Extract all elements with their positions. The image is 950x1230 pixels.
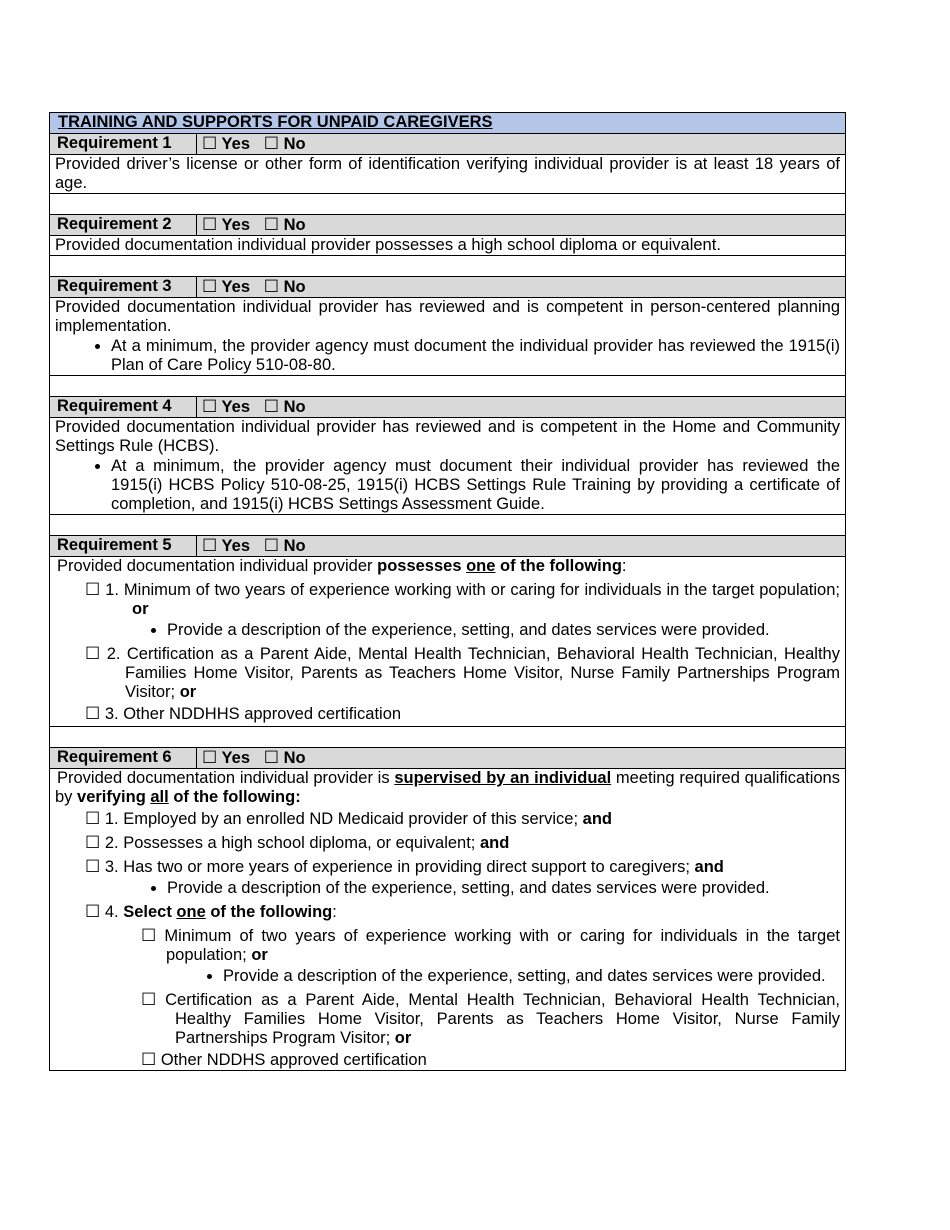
- sub-option-1-bullet: • Provide a description of the experience, setting, and dates services were provided.: [223, 967, 840, 986]
- yes-label: Yes: [221, 278, 250, 296]
- requirement-6-intro: [55, 769, 840, 807]
- no-label: No: [283, 749, 306, 767]
- yes-no-options: [197, 397, 846, 418]
- intro-underlined: all: [150, 788, 169, 806]
- intro-text: :: [621, 557, 627, 575]
- intro-bold: of the following: [495, 557, 622, 575]
- option-2-text: 2. Certification as a Parent Aide, Mental Health Technician, Behavioral Health Technician, Healthy Families Home Visitor, Parents as Teachers Home Visitor, Nurse Family Partnerships Program Visitor;: [106, 645, 840, 701]
- requirement-2-text: Provided documentation individual provider possesses a high school diploma or equivalent.: [50, 236, 846, 256]
- intro-text: Provided documentation individual provider is: [57, 769, 395, 787]
- no-checkbox[interactable]: ☐: [263, 748, 280, 767]
- option-3-text: 3. Other NDDHHS approved certification: [104, 705, 402, 723]
- item-2: [85, 833, 840, 853]
- sub-option-2-text: Certification as a Parent Aide, Mental Health Technician, Behavioral Health Technician, Healthy Families Home Visitor, Parents as Teachers Home Visitor, Nurse Family Partnerships Program Visitor;: [165, 991, 840, 1047]
- item-2-and: and: [479, 834, 510, 852]
- requirement-4-text: Provided documentation individual provider has reviewed and is competent in the Home and Community Settings Rule (HCBS).: [55, 418, 840, 455]
- intro-bold-underlined: supervised by an individual: [394, 769, 612, 787]
- requirement-5-intro: [55, 557, 840, 576]
- option-1-bullet: • Provide a description of the experience, setting, and dates services were provided.: [167, 621, 840, 640]
- no-label: No: [283, 537, 306, 555]
- item-2-text: 2. Possesses a high school diploma, or equivalent;: [104, 834, 480, 852]
- item-4-bold: Select: [123, 903, 177, 921]
- option-1-checkbox[interactable]: ☐: [85, 580, 101, 599]
- intro-underlined: one: [466, 557, 496, 575]
- item-1-checkbox[interactable]: ☐: [85, 809, 101, 828]
- sub-option-1-checkbox[interactable]: ☐: [141, 926, 157, 945]
- sub-option-3-checkbox[interactable]: ☐: [141, 1050, 157, 1069]
- option-2: [85, 644, 840, 702]
- sub-option-3-text: Other NDDHS approved certification: [160, 1051, 427, 1069]
- sub-option-1-or: or: [251, 946, 268, 964]
- item-2-checkbox[interactable]: ☐: [85, 833, 101, 852]
- yes-label: Yes: [221, 135, 250, 153]
- requirement-1-header: [50, 134, 846, 155]
- yes-no-options: [197, 536, 846, 557]
- requirement-4-header: [50, 397, 846, 418]
- requirement-6-body: [50, 769, 846, 1071]
- requirement-label: Requirement 3: [50, 277, 197, 298]
- table-title: TRAINING AND SUPPORTS FOR UNPAID CAREGIVERS: [50, 113, 846, 134]
- yes-checkbox[interactable]: ☐: [202, 134, 218, 153]
- item-3-text: 3. Has two or more years of experience in providing direct support to caregivers;: [104, 858, 695, 876]
- item-4-bold: of the following: [205, 903, 333, 921]
- requirement-label: Requirement 1: [50, 134, 197, 155]
- requirement-label: Requirement 5: [50, 536, 197, 557]
- no-label: No: [283, 278, 306, 296]
- sub-option-1: [141, 926, 840, 965]
- yes-no-options: [197, 134, 846, 155]
- yes-checkbox[interactable]: ☐: [202, 277, 218, 296]
- sub-option-3: [141, 1050, 840, 1070]
- yes-label: Yes: [221, 749, 250, 767]
- sub-option-2-checkbox[interactable]: ☐: [141, 990, 157, 1009]
- requirement-5-body: [50, 557, 846, 727]
- requirement-5-header: [50, 536, 846, 557]
- yes-no-options: [197, 748, 846, 769]
- option-3: [85, 704, 840, 724]
- requirement-label: Requirement 4: [50, 397, 197, 418]
- yes-checkbox[interactable]: ☐: [202, 536, 218, 555]
- yes-label: Yes: [221, 216, 250, 234]
- requirement-3-header: [50, 277, 846, 298]
- no-checkbox[interactable]: ☐: [263, 277, 280, 296]
- no-checkbox[interactable]: ☐: [263, 215, 280, 234]
- spacer-row: [50, 256, 846, 277]
- requirement-2-header: [50, 215, 846, 236]
- yes-label: Yes: [221, 398, 250, 416]
- sub-option-1-text: Minimum of two years of experience working with or caring for individuals in the target population;: [164, 927, 840, 964]
- intro-bold: of the following:: [168, 788, 301, 806]
- option-1-or: or: [132, 600, 149, 618]
- yes-checkbox[interactable]: ☐: [202, 748, 218, 767]
- sub-option-2-or: or: [394, 1029, 412, 1047]
- requirements-table: [49, 112, 846, 1071]
- item-4-number: 4.: [104, 903, 124, 921]
- option-2-checkbox[interactable]: ☐: [85, 644, 101, 663]
- requirement-3-bullet: • At a minimum, the provider agency must document the individual provider has reviewed the 1915(i) Plan of Care Policy 510-08-80.: [111, 337, 840, 375]
- requirement-3-text: Provided documentation individual provider has reviewed and is competent in person-centered planning implementation.: [55, 298, 840, 335]
- spacer-row: [50, 376, 846, 397]
- requirement-4-body: [50, 418, 846, 515]
- option-1: [85, 580, 840, 619]
- item-1: [85, 809, 840, 829]
- item-3-bullet: • Provide a description of the experience, setting, and dates services were provided.: [167, 879, 840, 898]
- requirement-4-bullet: • At a minimum, the provider agency must document their individual provider has reviewed the 1915(i) HCBS Policy 510-08-25, 1915(i) HCBS Settings Rule Training by providing a certificate of completion, and 1915(i) HCBS Settings Assessment Guide.: [111, 457, 840, 514]
- spacer-row: [50, 727, 846, 748]
- requirement-3-body: [50, 298, 846, 376]
- requirement-6-header: [50, 748, 846, 769]
- spacer-row: [50, 515, 846, 536]
- requirement-label: Requirement 2: [50, 215, 197, 236]
- item-4-underlined: one: [176, 903, 206, 921]
- option-1-text: 1. Minimum of two years of experience working with or caring for individuals in the target population;: [105, 581, 840, 599]
- option-3-checkbox[interactable]: ☐: [85, 704, 101, 723]
- no-label: No: [283, 135, 306, 153]
- no-label: No: [283, 398, 306, 416]
- item-4: [85, 902, 840, 922]
- item-3-and: and: [694, 858, 724, 876]
- yes-checkbox[interactable]: ☐: [202, 397, 218, 416]
- yes-label: Yes: [221, 537, 250, 555]
- intro-text: Provided documentation individual provider: [57, 557, 378, 575]
- item-3: [85, 857, 840, 877]
- requirement-1-text: Provided driver’s license or other form of identification verifying individual provider is at least 18 years of age.: [50, 155, 846, 194]
- item-1-and: and: [582, 810, 612, 828]
- intro-bold: possesses: [377, 557, 467, 575]
- intro-text: meeting required qualifications by: [55, 769, 840, 806]
- no-checkbox[interactable]: ☐: [263, 536, 280, 555]
- item-1-text: 1. Employed by an enrolled ND Medicaid provider of this service;: [104, 810, 583, 828]
- yes-checkbox[interactable]: ☐: [202, 215, 218, 234]
- sub-option-2: [141, 990, 840, 1048]
- item-4-text: :: [332, 903, 337, 921]
- no-label: No: [283, 216, 306, 234]
- option-2-or: or: [179, 683, 197, 701]
- intro-bold: verifying: [77, 788, 151, 806]
- item-3-checkbox[interactable]: ☐: [85, 857, 101, 876]
- requirement-label: Requirement 6: [50, 748, 197, 769]
- item-4-checkbox[interactable]: ☐: [85, 902, 101, 921]
- yes-no-options: [197, 277, 846, 298]
- yes-no-options: [197, 215, 846, 236]
- spacer-row: [50, 194, 846, 215]
- no-checkbox[interactable]: ☐: [263, 397, 280, 416]
- no-checkbox[interactable]: ☐: [263, 134, 280, 153]
